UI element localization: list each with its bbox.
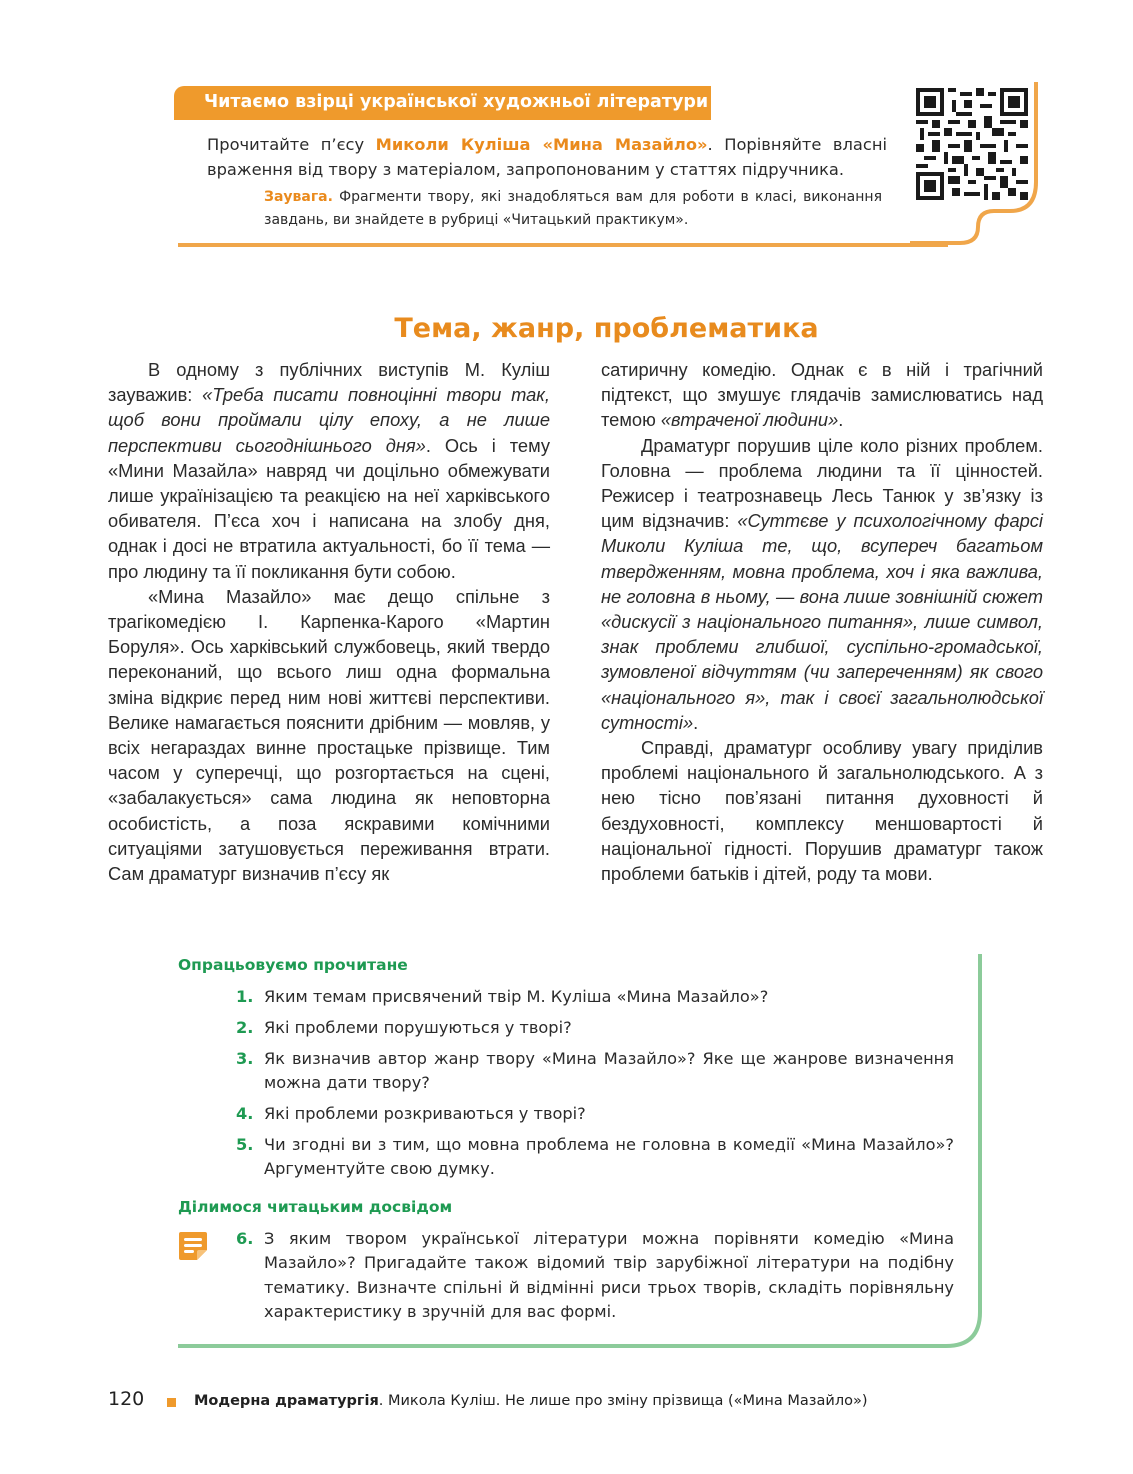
paragraph: «Мина Мазайло» має дещо спільне з трагікомедією І. Карпенка-Карого «Мартин Боруля». Ось харківський службовець, який твердо переконаний, що всього лиш одна формальна зміна відкриє перед ним нові життєві перспективи. Велике намагається пояснити дрібним — мовляв, у всіх негараздах винне простацьке прізвище. Тим часом у суперечці, що розгортається на сцені, «забалакується» сама людина як неповторна особистість, а поза яскравими комічними ситуаціями затушовується переживання втрати. Сам драматург визначив п’єсу як (108, 585, 550, 885)
list-item: 1. Яким темам присвячений твір М. Куліша «Мина Мазайло»? (236, 987, 769, 1006)
list-item: 2. Які проблеми порушуються у творі? (236, 1017, 572, 1037)
sharing-heading: Ділимося читацьким досвідом (178, 1198, 453, 1216)
footer-square-icon (167, 1398, 176, 1407)
list-item: 3. Як визначив автор жанр твору «Мина Мазайло»? Яке ще жанрове визначення можна дати твору? (236, 1048, 954, 1093)
questions-list (236, 985, 954, 1188)
running-footer: Модерна драматургія. Микола Куліш. Не лише про зміну прізвища («Мина Мазайло») (194, 1393, 868, 1409)
page-number: 120 (108, 1388, 145, 1410)
author-title-highlight: Миколи Куліша «Мина Мазайло» (375, 135, 708, 154)
quote: «Треба писати повноцінні твори так, щоб вони проймали цілу епоху, а не лише перспективи сьогоднішнього дня» (108, 384, 550, 456)
questions-heading: Опрацьовуємо прочитане (178, 956, 408, 974)
list-item: 6. З яким твором української літератури можна порівняти комедію «Мина Мазайло»? Пригадайте також відомий твір зарубіжної літератури на подібну тематику. Визначте спільні й відмінні риси трьох творів, складіть порівняльну характеристику в зручній для вас формі. (236, 1229, 954, 1322)
page-title: Тема, жанр, проблематика (394, 313, 819, 344)
text-column-right (601, 357, 1043, 886)
paragraph: сатиричну комедію. Однак є в ній і трагічний підтекст, що змушує глядачів замислюватись над темою «втраченої людини». (601, 359, 1043, 431)
text-column-left (108, 357, 550, 886)
reading-box-bottom-line (178, 243, 948, 247)
list-item: 5. Чи згодні ви з тим, що мовна проблема не головна в комедії «Мина Мазайло»? Аргументуйте свою думку. (236, 1135, 954, 1179)
quote: «Суттєве у психологічному фарсі Миколи Куліша те, що, всупереч багатьом твердженням, мовна проблема, хоч і яка важлива, не головна в ньому, — вона лише зовнішній сюжет «дискусії з національного питання», лише символ, знак проблеми глибшої, суспільно-громадської, зумовленої відчуттям (чи запереченням) як свого «національного я», так і своєї загальнолюдської сутності» (601, 510, 1043, 733)
reading-intro: Прочитайте п’єсу Миколи Куліша «Мина Мазайло». Порівняйте власні враження від твору з матеріалом, запропонованим у статтях підручника. (207, 135, 888, 179)
qr-code-icon[interactable] (916, 88, 1028, 200)
reading-section-tab (174, 86, 711, 120)
paragraph: Драматург порушив ціле коло різних проблем. Головна — проблема людини та її цінностей. Режисер і театрознавець Лесь Танюк у зв’язку із цим відзначив: «Суттєве у психологічному фарсі Миколи Куліша те, що, всупереч багатьом твердженням, мовна проблема, хоч і яка важлива, не головна в ньому, — вона лише зовнішній сюжет «дискусії з національного питання», лише символ, знак проблеми глибшої, суспільно-громадської, зумовленої відчуттям (чи запереченням) як свого «національного я», так і своєї загальнолюдської сутності». (601, 434, 1043, 733)
paragraph: В одному з публічних виступів М. Куліш зауважив: «Треба писати повноцінні твори так, щоб вони проймали цілу епоху, а не лише перспективи сьогоднішнього дня». Ось і тему «Мини Мазайла» навряд чи доцільно обмежувати лише українізацією та реакцією на неї харківського обивателя. П’єса хоч і написана на злобу дня, однак і досі не втратила актуальності, бо її тема — про людину та її покликання бути собою. (108, 359, 550, 582)
note-label: Заувага. (264, 189, 333, 205)
quote: «втраченої людини» (660, 409, 839, 431)
reading-note: Заувага. Фрагменти твору, які знадобляться вам для роботи в класі, виконання завдань, ви знайдете в рубриці «Читацький практикум». (264, 189, 882, 228)
reading-section-title: Читаємо взірці української художньої літератури (204, 92, 709, 112)
list-item: 4. Які проблеми розкриваються у творі? (236, 1104, 586, 1124)
sharing-list (236, 1227, 954, 1331)
written-task-icon (177, 1230, 209, 1262)
paragraph: Справді, драматург особливу увагу приділив проблемі національного й загальнолюдського. А з нею тісно пов’язані питання духовності й бездуховності, комплексу меншовартості й національної гідності. Порушив драматург також проблеми батьків і дітей, роду та мови. (601, 737, 1043, 885)
